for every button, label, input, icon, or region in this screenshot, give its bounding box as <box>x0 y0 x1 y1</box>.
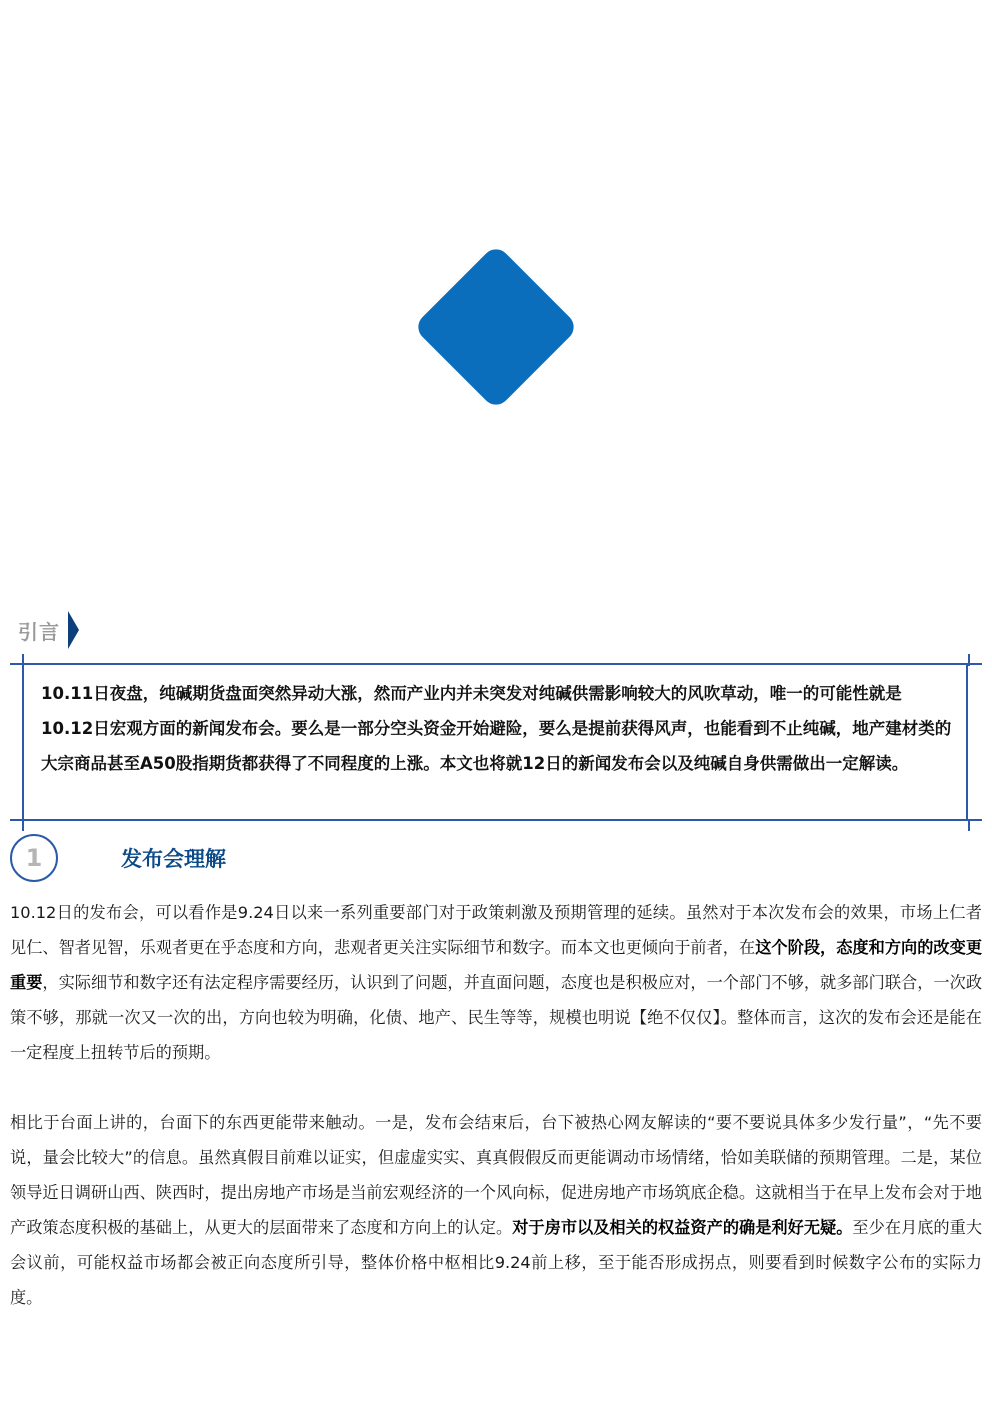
intro-box-corner-tick <box>968 654 970 666</box>
intro-box-corner-tick <box>22 819 24 831</box>
paragraph-text: 至少在月底的重大会议前，可能权益市场都会被正向态度所引导，整体价格中枢相比9.24前上移，至于能否形成拐点，则要看到时候数字公布的实际力度。 <box>10 1218 983 1307</box>
paragraph-emphasis: 对于房市以及相关的权益资产的确是利好无疑。 <box>512 1218 853 1237</box>
body-paragraph <box>10 895 982 1070</box>
paragraph-text: 相比于台面上讲的，台面下的东西更能带来触动。一是，发布会结束后，台下被热心网友解读的“要不要说具体多少发行量”，“先不要说，量会比较大”的信息。虽然真假目前难以证实，但虚虚实实、真真假假反而更能调动市场情绪，恰如美联储的预期管理。二是，某位领导近日调研山西、陕西时，提出房地产市场是当前宏观经济的一个风向标，促进房地产市场筑底企稳。这就相当于在早上发布会对于地产政策态度积极的基础上，从更大的层面带来了态度和方向上的认定。 <box>10 1113 982 1237</box>
diamond-logo-icon <box>413 244 580 411</box>
section-number-badge: 1 <box>10 834 58 882</box>
intro-text: 10.11日夜盘，纯碱期货盘面突然异动大涨，然而产业内并未突发对纯碱供需影响较大的风吹草动，唯一的可能性就是10.12日宏观方面的新闻发布会。要么是一部分空头资金开始避险，要么是提前获得风声，也能看到不止纯碱，地产建材类的大宗商品甚至A50股指期货都获得了不同程度的上涨。本文也将就12日的新闻发布会以及纯碱自身供需做出一定解读。 <box>41 684 952 773</box>
intro-box-corner-tick <box>968 819 970 831</box>
paragraph-emphasis: 这个阶段，态度和方向的改变更重要 <box>10 938 983 992</box>
body-paragraph <box>10 1105 982 1315</box>
section-heading <box>10 834 226 882</box>
section-title: 发布会理解 <box>121 847 226 871</box>
section-tag-intro <box>18 612 79 648</box>
chevron-right-icon <box>68 611 79 649</box>
paragraph-text: 10.12日的发布会，可以看作是9.24日以来一系列重要部门对于政策刺激及预期管理的延续。虽然对于本次发布会的效果，市场上仁者见仁、智者见智，乐观者更在乎态度和方向，悲观者更关注实际细节和数字。而本文也更倾向于前者，在 <box>10 903 982 957</box>
paragraph-text: ，实际细节和数字还有法定程序需要经历，认识到了问题，并直面问题，态度也是积极应对，一个部门不够，就多部门联合，一次政策不够，那就一次又一次的出，方向也较为明确，化债、地产、民生等等，规模也明说【绝不仅仅】。整体而言，这次的发布会还是能在一定程度上扭转节后的预期。 <box>10 973 983 1062</box>
section-tag-label: 引言 <box>18 619 60 644</box>
